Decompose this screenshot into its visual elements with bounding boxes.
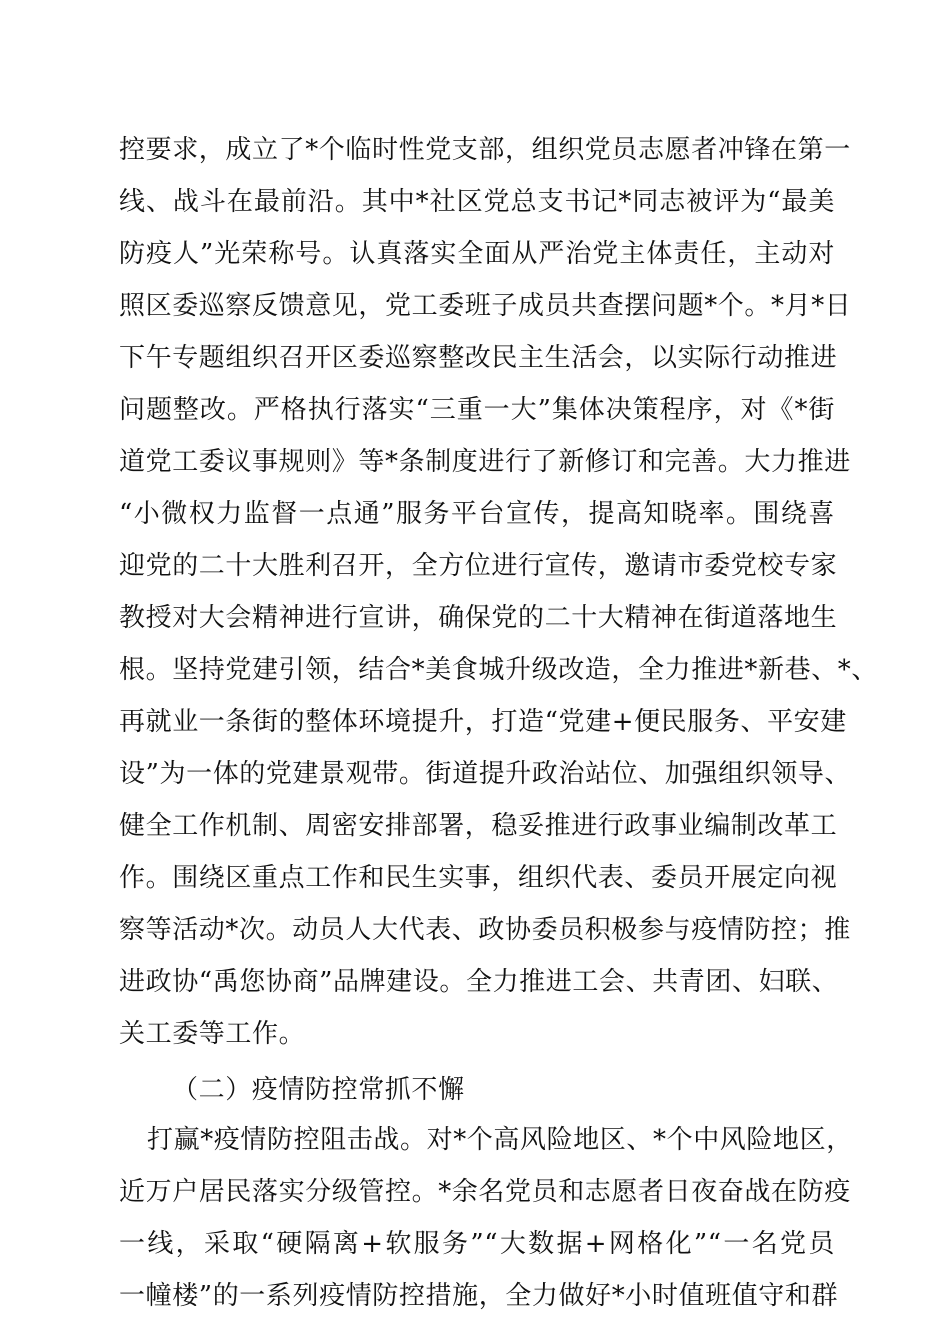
paragraph-line: 根。坚持党建引领，结合*美食城升级改造，全力推进*新巷、*、	[119, 655, 879, 685]
section-heading: （二）疫情防控常抓不懈	[172, 1075, 465, 1105]
paragraph-line: 作。围绕区重点工作和民生实事，组织代表、委员开展定向视	[119, 863, 838, 893]
paragraph-line: 迎党的二十大胜利召开，全方位进行宣传，邀请市委党校专家	[119, 551, 838, 581]
paragraph-line: 设”为一体的党建景观带。街道提升政治站位、加强组织领导、	[119, 759, 852, 789]
paragraph-line: 照区委巡察反馈意见，党工委班子成员共查摆问题*个。*月*日	[119, 291, 852, 321]
paragraph-line: 防疫人”光荣称号。认真落实全面从严治党主体责任，主动对	[119, 239, 835, 269]
paragraph-line: 问题整改。严格执行落实“三重一大”集体决策程序，对《*街	[119, 395, 835, 425]
paragraph-line: 控要求，成立了*个临时性党支部，组织党员志愿者冲锋在第一	[119, 135, 851, 165]
paragraph-line: 近万户居民落实分级管控。*余名党员和志愿者日夜奋战在防疫	[119, 1177, 851, 1207]
paragraph-line: 再就业一条街的整体环境提升，打造“党建+便民服务、平安建	[119, 707, 847, 737]
paragraph-line: 教授对大会精神进行宣讲，确保党的二十大精神在街道落地生	[119, 603, 838, 633]
paragraph-line: 一幢楼”的一系列疫情防控措施，全力做好*小时值班值守和群	[119, 1281, 839, 1311]
paragraph-line: 打赢*疫情防控阻击战。对*个高风险地区、*个中风险地区，	[147, 1125, 853, 1155]
paragraph-line: 健全工作机制、周密安排部署，稳妥推进行政事业编制改革工	[119, 811, 838, 841]
paragraph-line: 进政协“禹您协商”品牌建设。全力推进工会、共青团、妇联、	[119, 967, 839, 997]
paragraph-line: “小微权力监督一点通”服务平台宣传，提高知晓率。围绕喜	[119, 499, 835, 529]
paragraph-line: 下午专题组织召开区委巡察整改民主生活会，以实际行动推进	[119, 343, 838, 373]
paragraph-line: 关工委等工作。	[119, 1019, 306, 1049]
paragraph-line: 察等活动*次。动员人大代表、政协委员积极参与疫情防控；推	[119, 915, 851, 945]
paragraph-line: 线、战斗在最前沿。其中*社区党总支书记*同志被评为“最美	[119, 187, 835, 217]
paragraph-line: 一线，采取“硬隔离+软服务”“大数据+网格化”“一名党员	[119, 1229, 835, 1259]
paragraph-line: 道党工委议事规则》等*条制度进行了新修订和完善。大力推进	[119, 447, 851, 477]
